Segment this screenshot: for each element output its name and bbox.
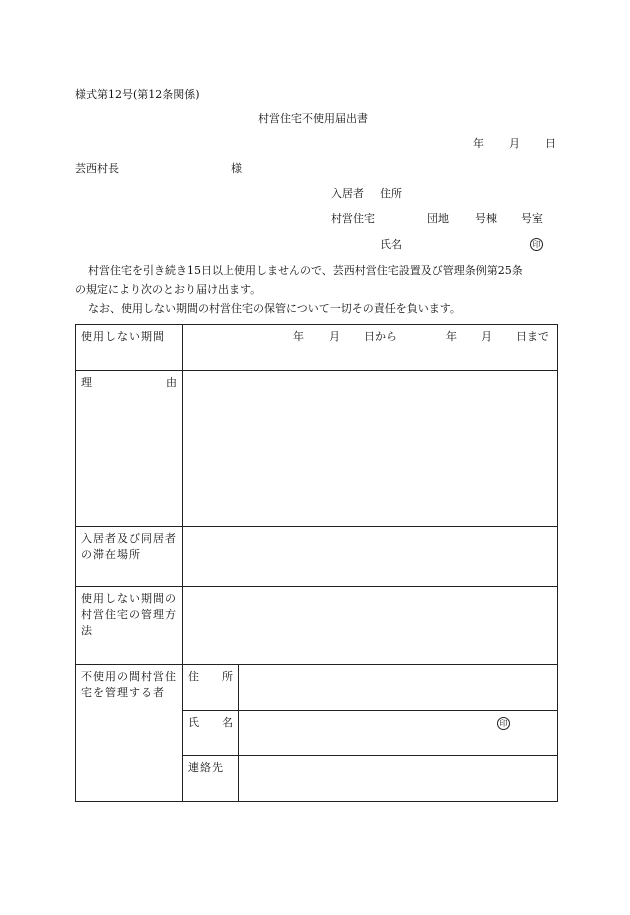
reason-row [76,371,558,527]
mgr-address-b: 所 [222,670,233,683]
notice-table [75,324,558,802]
manager-label: 不使用の間村営住宅を管理する者 [76,665,183,802]
manager-name-field[interactable] [239,711,558,756]
addressee-honorific: 様 [231,162,242,175]
applicant-seal [530,238,543,251]
seal-mark: 印 [530,238,543,251]
complex-label: 団地 [427,212,449,225]
mgr-address-a: 住 [188,670,199,683]
reason-field[interactable] [183,371,558,527]
manager-contact-label: 連絡先 [183,756,239,802]
date-month-label: 月 [509,137,520,150]
form-number: 様式第12号(第12条関係) [75,88,200,101]
period-year2: 年 [446,330,457,343]
manage-row [76,587,558,665]
mgr-name-a: 氏 [188,716,199,729]
manager-name-label [183,711,239,756]
building-label: 号棟 [475,212,497,225]
period-month1: 月 [329,330,340,343]
body-line-2: の規定により次のとおり届け出ます。 [75,283,262,296]
manager-contact-field[interactable] [239,756,558,802]
room-label: 号室 [521,212,543,225]
manager-address-label [183,665,239,711]
manage-field[interactable] [183,587,558,665]
date-day-label: 日 [545,137,556,150]
stay-label: 入居者及び同居者の滞在場所 [76,527,183,587]
body-line-1: 村営住宅を引き続き15日以上使用しませんので、芸西村営住宅設置及び管理条例第25条 [88,264,523,277]
housing-label: 村営住宅 [331,212,375,225]
name-label: 氏名 [380,238,402,251]
addressee-name: 芸西村長 [75,162,119,175]
resident-label: 入居者 [331,187,364,200]
document-title: 村営住宅不使用届出書 [258,112,368,125]
manage-label: 使用しない期間の村営住宅の管理方法 [76,587,183,665]
period-field[interactable] [183,325,558,371]
period-year1: 年 [293,330,304,343]
reason-label-b: 由 [166,376,177,389]
manager-address-row [76,665,558,711]
address-label: 住所 [380,187,402,200]
date-year-label: 年 [473,137,484,150]
reason-label [76,371,183,527]
stay-row [76,527,558,587]
period-from: 日から [364,330,397,343]
mgr-name-b: 名 [222,716,233,729]
period-month2: 月 [481,330,492,343]
manager-address-field[interactable] [239,665,558,711]
period-until: 日まで [516,330,549,343]
stay-field[interactable] [183,527,558,587]
period-label: 使用しない期間 [76,325,183,371]
manager-seal: 印 [497,717,510,730]
period-row [76,325,558,371]
body-line-3: なお、使用しない期間の村営住宅の保管について一切その責任を負います。 [88,302,461,315]
reason-label-a: 理 [81,376,92,389]
